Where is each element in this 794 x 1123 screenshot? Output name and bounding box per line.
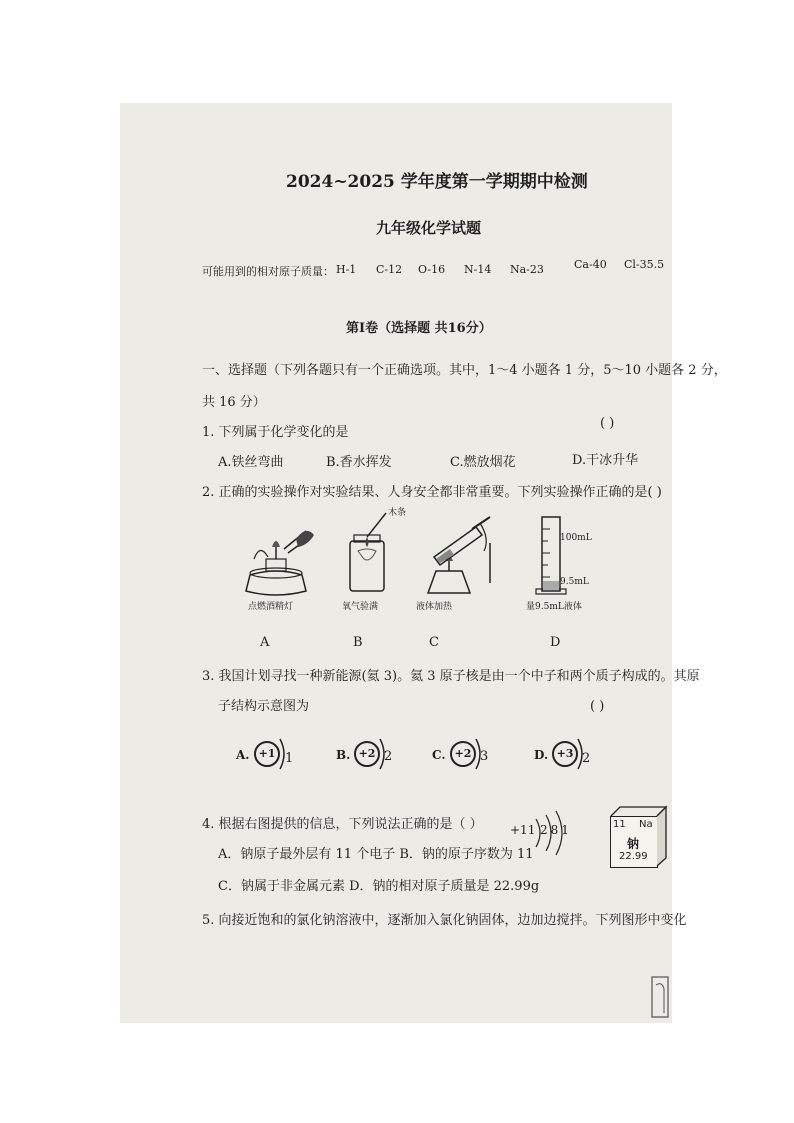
atomic-mass-item: H-1 [336, 263, 357, 276]
nucleus-circle: +1 [254, 741, 280, 767]
section1-instructions-cont: 共 16 分） [202, 395, 266, 410]
question-1-option-a: A.铁丝弯曲 [218, 455, 284, 470]
question-2-stem: 2. 正确的实验操作对实验结果、人身安全都非常重要。下列实验操作正确的是( ) [202, 485, 662, 500]
question-1-stem: 1. 下列属于化学变化的是 [202, 425, 349, 440]
part1-title: 第Ⅰ卷（选择题 共16分） [346, 321, 492, 336]
shell-electron-count: 2 [582, 751, 591, 766]
element-name: 钠 [627, 837, 640, 851]
element-number: 11 [613, 819, 626, 830]
wood-stick-label: 木条 [388, 508, 407, 518]
section1-instructions: 一、选择题（下列各题只有一个正确选项。其中，1～4 小题各 1 分，5～10 小题各 2 分， [202, 363, 727, 378]
atomic-mass-label: 可能用到的相对原子质量： [202, 265, 334, 278]
exam-subtitle: 九年级化学试题 [376, 219, 482, 237]
atomic-mass-item: Na-23 [510, 263, 544, 276]
atomic-mass-item: O-16 [418, 263, 446, 276]
shell-electron-count: 2 [384, 749, 393, 764]
shell-electron-count: 3 [480, 749, 489, 764]
question-5-stem: 5. 向接近饱和的氯化钠溶液中，逐渐加入氯化钠固体，边加边搅拌。下列图形中变化 [202, 913, 687, 928]
cylinder-top-label: 100mL [560, 533, 592, 543]
exam-sheet [120, 103, 727, 1023]
question-2-option-c: C [429, 635, 439, 650]
atomic-mass-item: Cl-35.5 [624, 258, 665, 271]
question-2-option-a: A [260, 635, 270, 650]
nucleus-circle: +2 [450, 741, 476, 767]
element-symbol: Na [639, 819, 653, 830]
question-3-stem-cont: 子结构示意图为 [218, 699, 310, 714]
question-2-option-d: D [550, 635, 561, 650]
nucleus-circle: +3 [552, 741, 578, 767]
atomic-mass-item: Ca-40 [574, 258, 607, 271]
question-4-stem: 4. 根据右图提供的信息，下列说法正确的是（ ） [202, 817, 483, 832]
question-4-options-ab: A．钠原子最外层有 11 个电子 B．钠的原子序数为 11 [218, 847, 534, 862]
question-3-option-d-label: D. [534, 748, 549, 762]
question-1-option-b: B.香水挥发 [326, 455, 392, 470]
liquid-heating-figure [414, 513, 504, 599]
figure-caption-c: 液体加热 [416, 602, 453, 612]
question-3-option-c-label: C. [432, 748, 446, 762]
alcohol-lamp-figure [236, 513, 316, 599]
question-4-options-cd: C．钠属于非金属元素 D．钠的相对原子质量是 22.99g [218, 879, 540, 894]
answer-bracket: ( ) [590, 699, 605, 714]
figure-caption-b: 氧气验满 [342, 602, 379, 612]
question-3-option-b-label: B. [336, 748, 351, 762]
exam-title: 2024~2025 学年度第一学期期中检测 [286, 172, 588, 192]
nucleus-circle: +2 [354, 741, 380, 767]
question-3-stem: 3. 我国计划寻找一种新能源(氦 3)。氦 3 原子核是由一个中子和两个质子构成的。其原 [202, 669, 700, 684]
question-2-option-b: B [353, 635, 363, 650]
scroll-corner-icon [648, 973, 672, 1019]
figure-caption-a: 点燃酒精灯 [248, 602, 294, 612]
sodium-nucleus: +11 [510, 823, 536, 837]
question-1-option-d: D.干冰升华 [572, 453, 639, 468]
figure-caption-d: 量9.5mL液体 [526, 602, 582, 612]
element-card-3d-edge [610, 806, 668, 868]
answer-bracket: ( ) [600, 416, 615, 431]
element-mass: 22.99 [619, 851, 648, 862]
atomic-mass-item: N-14 [464, 263, 492, 276]
question-3-option-a-label: A. [236, 748, 250, 762]
cylinder-bottom-label: 9.5mL [560, 577, 589, 587]
atomic-mass-item: C-12 [376, 263, 403, 276]
sodium-shell-electrons: 281 [540, 823, 572, 837]
shell-electron-count: 1 [285, 751, 294, 766]
question-1-option-c: C.燃放烟花 [450, 455, 516, 470]
